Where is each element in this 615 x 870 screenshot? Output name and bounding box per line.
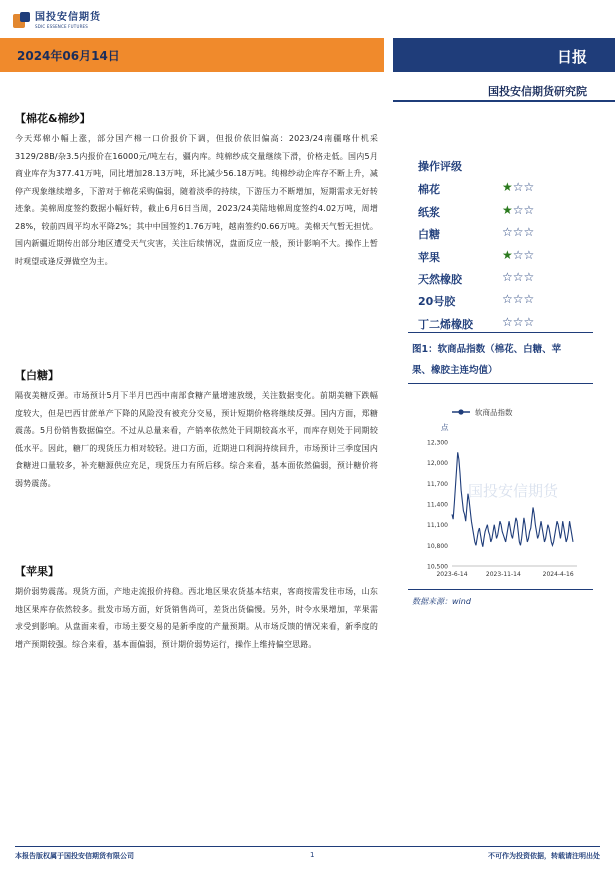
company-logo (13, 10, 101, 32)
rating-stars (502, 292, 534, 306)
y-tick-label: 10,500 (427, 563, 448, 571)
section-title-cotton: 【棉花&棉纱】 (15, 112, 91, 125)
y-tick-label: 12,000 (427, 460, 448, 468)
star-empty-icon: ☆ (512, 225, 524, 239)
star-filled-icon: ★ (502, 203, 513, 217)
star-empty-icon: ☆ (523, 270, 535, 284)
x-tick-label: 2023-6-14 (436, 571, 468, 578)
star-filled-icon: ★ (502, 248, 513, 262)
rating-commodity-name: 苹果 (418, 251, 440, 264)
y-tick-label: 11,400 (427, 501, 448, 509)
star-empty-icon: ☆ (523, 248, 535, 262)
star-empty-icon: ☆ (523, 225, 535, 239)
footer-copyright: 本报告版权属于国投安信期货有限公司 (15, 852, 134, 860)
x-tick-label: 2023-11-14 (485, 571, 521, 578)
rating-commodity-name: 丁二烯橡胶 (418, 318, 473, 331)
y-tick-label: 10,800 (427, 542, 448, 550)
figure-title-rule (408, 383, 593, 384)
y-axis-unit: 点 (441, 423, 449, 432)
footer-disclaimer: 不可作为投资依据，转载请注明出处 (488, 852, 600, 860)
rating-row (418, 249, 588, 267)
y-tick-label: 11,100 (427, 522, 448, 530)
star-empty-icon: ☆ (502, 315, 513, 329)
star-empty-icon: ☆ (523, 203, 535, 217)
rating-commodity-name: 白糖 (418, 228, 440, 241)
x-tick-label: 2024-4-16 (542, 571, 574, 578)
chart-legend (452, 407, 513, 417)
star-empty-icon: ☆ (502, 292, 513, 306)
rating-row (418, 181, 588, 199)
rating-row (418, 204, 588, 222)
section-body-sugar: 隔夜美糖反弹。市场预计5月下半月巴西中南部食糖产量增速放缓，关注数据变化。前期美糖下跌幅度较大，但是巴西甘蔗单产下降的风险没有被充分交易，预计短期价格将继续反弹。国内方面，郑糖震荡。5月份销售数据偏空。不过从总量来看，产销率依然处于同期较高水平，而库存则处于同期较低水平。因此，糖厂的现货压力相对较轻。进口方面，近期进口利润持续回升，市场预计三季度国内食糖进口量较多，补充糖源供应充足，现货压力有所后移。综合来看，基本面依然偏弱，预计糖价将弱势震荡。 (15, 391, 378, 488)
star-empty-icon: ☆ (512, 180, 524, 194)
research-institute-name: 国投安信期货研究院 (488, 85, 587, 98)
star-empty-icon: ☆ (512, 292, 524, 306)
header-divider (393, 100, 615, 102)
star-empty-icon: ☆ (523, 315, 535, 329)
section-title-apple: 【苹果】 (15, 565, 59, 578)
figure-title: 图1：软商品指数（棉花、白糖、苹果、橡胶主连均值） (412, 344, 562, 376)
logo-text-en: SDIC ESSENCE FUTURES (35, 24, 89, 29)
y-axis (427, 440, 577, 571)
rating-title: 操作评级 (418, 160, 462, 173)
rating-stars (502, 270, 534, 284)
rating-row (418, 293, 588, 311)
rating-commodity-name: 纸浆 (418, 206, 440, 219)
star-filled-icon: ★ (502, 180, 513, 194)
section-body-cotton: 今天郑棉小幅上涨，部分国产棉一口价报价下调，但报价依旧偏高：2023/24南疆喀什机采3129/28B/杂3.5内报价在16000元/吨左右，疆内库。纯棉纱成交量继续下滑，价格走低。国内5月商业库存为377.41万吨，同比增加28.13万吨，环比减少56.18万吨。纯棉纱动企库存不断上升，减停产现象继续增多，下游对于棉花采购偏弱，随着淡季的持续，下游压力不断增加，短期需求无好转迹象。美棉周度签约数据小幅好转，截止6月6日当周，2023/24美陆地棉周度签约4.02万吨，周增28%，较前四周平均水平降2%；其中中国签约1.76万吨，越南签约0.66万吨。美棉天气暂无担忧。国内新疆近期传出部分地区遭受天气灾害，关注后续情况，盘面反应一般，预计影响不大。操作上暂时观望或逢反弹做空为主。 (15, 134, 378, 266)
logo-mark-icon (13, 12, 31, 30)
report-date: 2024年06月14日 (17, 49, 120, 63)
rating-commodity-name: 20号胶 (418, 295, 456, 308)
star-empty-icon: ☆ (502, 225, 513, 239)
soft-commodity-index-chart (408, 396, 598, 586)
logo-text-cn: 国投安信期货 (35, 12, 101, 23)
rating-stars (502, 225, 534, 239)
y-tick-label: 12,300 (427, 439, 448, 447)
rating-row (418, 226, 588, 244)
star-empty-icon: ☆ (512, 203, 524, 217)
star-empty-icon: ☆ (512, 270, 524, 284)
star-empty-icon: ☆ (512, 315, 524, 329)
date-banner (0, 38, 384, 72)
rating-row (418, 271, 588, 289)
legend-label: 软商品指数 (475, 408, 513, 417)
rating-stars (502, 315, 534, 329)
rating-stars (502, 248, 534, 262)
page-number: 1 (310, 851, 315, 859)
rating-commodity-name: 天然橡胶 (418, 273, 462, 286)
data-source: 数据来源：wind (412, 597, 471, 606)
y-tick-label: 11,700 (427, 480, 448, 488)
star-empty-icon: ☆ (502, 270, 513, 284)
section-title-sugar: 【白糖】 (15, 369, 59, 382)
x-axis (436, 571, 573, 578)
watermark-text: 国投安信期货 (468, 482, 559, 500)
rating-commodity-name: 棉花 (418, 183, 440, 196)
star-empty-icon: ☆ (523, 180, 535, 194)
rating-stars (502, 180, 534, 194)
star-empty-icon: ☆ (512, 248, 524, 262)
star-empty-icon: ☆ (523, 292, 535, 306)
figure-bottom-rule (408, 589, 593, 590)
footer-divider (15, 846, 600, 847)
rating-stars (502, 203, 534, 217)
doc-type-label: 日报 (556, 48, 587, 66)
figure-top-rule (408, 332, 593, 333)
section-body-apple: 期价弱势震荡。现货方面，产地走流报价持稳。西北地区果农货基本结束，客商按需发往市场，山东地区果库存依然较多。批发市场方面，好货销售尚可，差货出货偏慢。另外，时令水果增加，苹果需求受到影响。从盘面来看，市场主要交易的是新季度的产量预期。从市场反馈的情况来看，新季度的增产预期较强。综合来看，基本面偏弱，预计期价弱势运行，操作上维持偏空思路。 (15, 587, 378, 649)
